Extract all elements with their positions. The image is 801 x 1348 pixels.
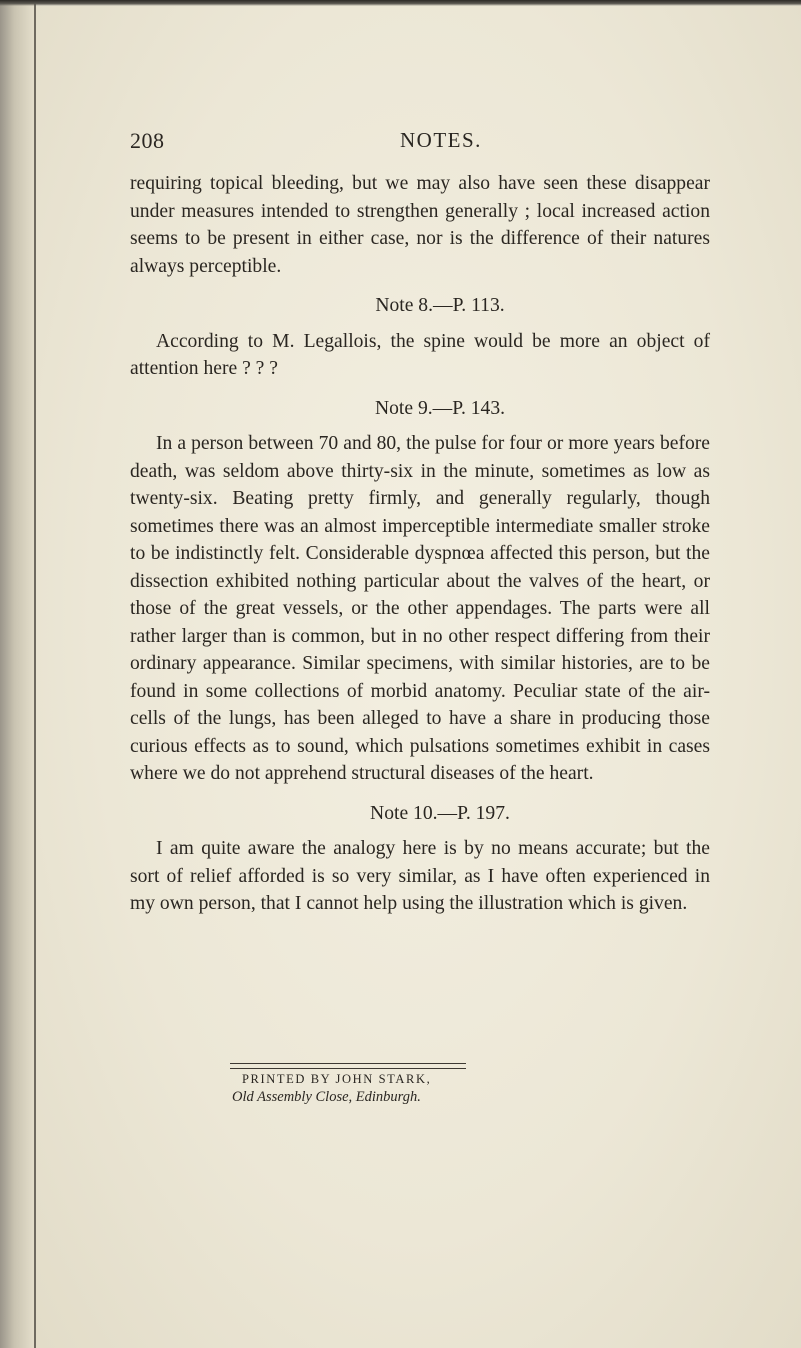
page-binding-edge xyxy=(0,0,36,1348)
running-head: NOTES. xyxy=(400,128,482,152)
page-number: 208 xyxy=(130,128,165,153)
paragraph-note-9: In a person between 70 and 80, the pulse for four or more years before death, was seldom above thirty-six in the minute, sometimes as low as twenty-six. Beating pretty firmly, and generally regularly, though sometimes there was an almost imperceptible intermediate smaller stroke to be indistinctly felt. Considerable dyspnœa affected this person, but the dissection exhibited nothing particular about the valves of the heart, or those of the great vessels, or the other appendages. The parts were all rather larger than is common, but in no other respect differing from their ordinary appearance. Similar specimens, with similar histories, are to be found in some collections of morbid anatomy. Peculiar state of the air-cells of the lungs, has been alleged to have a share in producing those curious effects as to sound, which pulsations sometimes exhibit in cases where we do not apprehend structural diseases of the heart. xyxy=(130,433,710,784)
paragraph-note-8: According to M. Legallois, the spine would be more an object of attention here ? ? ? xyxy=(130,330,710,379)
imprint-rule xyxy=(230,1063,466,1069)
paragraph-note-10: I am quite aware the analogy here is by no means accurate; but the sort of relief afforded is so very similar, as I have often experienced in my own person, that I cannot help using the illustration which is given. xyxy=(130,838,710,914)
paragraph-continuation: requiring topical bleeding, but we may also have seen these disappear under measures intended to strengthen generally ; local increased action seems to be present in either case, nor is the difference of their natures always perceptible. xyxy=(130,173,710,277)
printer-name: PRINTED BY JOHN STARK, xyxy=(242,1072,432,1086)
body-text xyxy=(130,170,710,918)
note-heading-10: Note 10.—P. 197. xyxy=(370,802,510,824)
printer-imprint xyxy=(232,1072,632,1106)
note-heading-8: Note 8.—P. 113. xyxy=(375,295,505,316)
printer-address: Old Assembly Close, Edinburgh. xyxy=(232,1089,421,1105)
page-header xyxy=(130,128,710,164)
note-heading-9: Note 9.—P. 143. xyxy=(374,397,506,419)
